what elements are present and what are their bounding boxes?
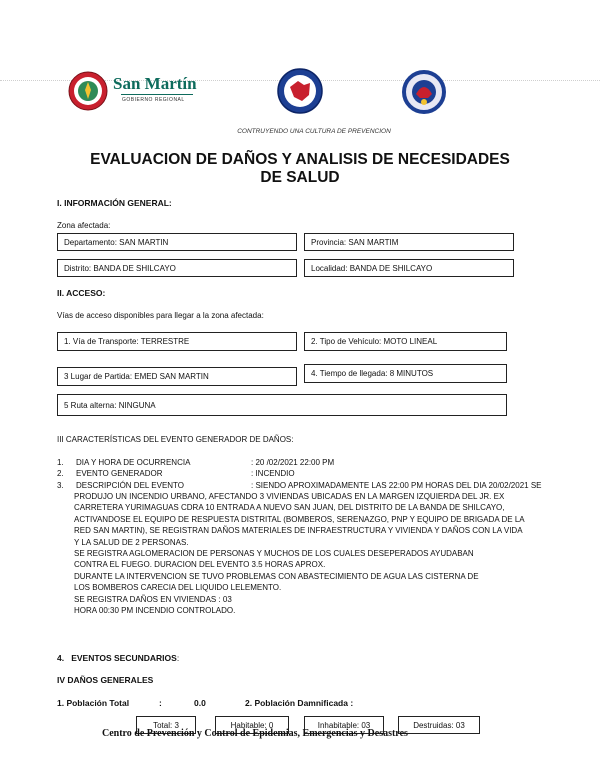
- inhabitable-field: Inhabitable: 03: [304, 716, 384, 734]
- departamento-field: Departamento: SAN MARTIN: [57, 233, 297, 251]
- org-sub: GOBIERNO REGIONAL: [122, 97, 185, 103]
- secondary-events-heading: [57, 653, 179, 663]
- description-line: CONTRA EL FUEGO. DURACION DEL EVENTO 3.5 HORAS APROX.: [74, 560, 326, 570]
- item-value: : 20 /02/2021 22:00 PM: [251, 458, 335, 467]
- poblacion-total-colon: :: [159, 698, 162, 708]
- poblacion-total-value: 0.0: [194, 698, 206, 708]
- via-transporte-field: 1. Vía de Transporte: TERRESTRE: [57, 332, 297, 351]
- description-line: DURANTE LA INTERVENCION SE TUVO PROBLEMAS CON ABASTECIMIENTO DE AGUA LAS CISTERNA DE: [74, 571, 479, 581]
- description-line: HORA 00:30 PM INCENDIO CONTROLADO.: [74, 606, 236, 616]
- section-general-info-heading: I. INFORMACIÓN GENERAL:: [57, 198, 172, 208]
- poblacion-damnificada-label: 2. Población Damnificada :: [245, 698, 354, 708]
- vias-acceso-label: Vías de acceso disponibles para llegar a la zona afectada:: [57, 311, 264, 320]
- description-line: ACTIVANDOSE EL EQUIPO DE RESPUESTA DISTRITAL (BOMBEROS, SERENAZGO, PNP Y EQUIPO DE BRIGADA DE LA: [74, 514, 525, 524]
- list-item: [57, 480, 541, 491]
- list-item: [57, 468, 541, 479]
- description-line: LOS BOMBEROS CARECIA DEL LIQUIDO LELEMENTO.: [74, 583, 282, 593]
- habitable-field: Habitable: 0: [215, 716, 289, 734]
- lugar-partida-field: 3 Lugar de Partida: EMED SAN MARTIN: [57, 367, 297, 386]
- description-line: CARRETERA YURIMAGUAS CDRA 10 ENTRADA A NUEVO SAN JUAN, DEL DISTRITO DE LA BANDA DE SHILCAYO,: [74, 503, 505, 513]
- distrito-field: Distrito: BANDA DE SHILCAYO: [57, 259, 297, 277]
- item-label: DIA Y HORA DE OCURRENCIA: [76, 458, 191, 467]
- section-colon: :: [176, 653, 180, 663]
- description-line: RED SAN MARTIN), SE REGISTRAN DAÑOS MATERIALES DE INFRAESTRUCTURA Y VIVIENDA Y DAÑOS CON LA VIDA: [74, 526, 523, 536]
- org-name: San Martín: [113, 74, 197, 93]
- item-label: EVENTO GENERADOR: [76, 469, 163, 479]
- total-field: Total: 3: [136, 716, 196, 734]
- event-characteristics-list: [57, 457, 541, 491]
- slogan: CONTRUYENDO UNA CULTURA DE PREVENCION: [237, 128, 391, 135]
- item-value: : INCENDIO: [251, 469, 295, 479]
- footer-organization: Centro de Prevención y Control de Epidemias, Emergencias y Desastres: [102, 728, 408, 739]
- localidad-field: Localidad: BANDA DE SHILCAYO: [304, 259, 514, 277]
- description-line: PRODUJO UN INCENDIO URBANO, AFECTANDO 3 VIVIENDAS UBICADAS EN LA MARGEN IZQUIERDA DEL JR. EX: [74, 492, 505, 501]
- section-event-heading: III CARACTERÍSTICAS DEL EVENTO GENERADOR DE DAÑOS:: [57, 435, 294, 444]
- provincia-field: Provincia: SAN MARTIM: [304, 233, 514, 251]
- item-label: DESCRIPCIÓN DEL EVENTO: [76, 480, 185, 490]
- document-title-line1: EVALUACION DE DAÑOS Y ANALISIS DE NECESIDADES: [90, 151, 510, 168]
- emergency-center-seal-icon: [402, 70, 446, 114]
- list-item: [57, 457, 541, 468]
- tiempo-llegada-field: 4. Tiempo de llegada: 8 MINUTOS: [304, 364, 507, 383]
- org-divider: [121, 94, 193, 95]
- diresa-seal-icon: [276, 67, 324, 115]
- ruta-alterna-field: 5 Ruta alterna: NINGUNA: [57, 394, 507, 416]
- description-line: Y LA SALUD DE 2 PERSONAS.: [74, 537, 189, 547]
- description-line: SE REGISTRA AGLOMERACION DE PERSONAS Y MUCHOS DE LOS CUALES DESEPERADOS AYUDABAN: [74, 549, 474, 559]
- section-title: EVENTOS SECUNDARIOS: [71, 653, 177, 663]
- tipo-vehiculo-field: 2. Tipo de Vehículo: MOTO LINEAL: [304, 332, 507, 351]
- item-value: : SIENDO APROXIMADAMENTE LAS 22:00 PM HORAS DEL DIA 20/02/2021 SE: [251, 480, 542, 490]
- poblacion-total-label: 1. Población Total: [57, 698, 130, 708]
- regional-crest-icon: [66, 69, 110, 113]
- general-damage-heading: IV DAÑOS GENERALES: [57, 675, 154, 685]
- item-number: 3.: [57, 480, 64, 490]
- section-number: 4.: [57, 653, 65, 663]
- section-access-heading: II. ACCESO:: [57, 288, 106, 298]
- description-line: SE REGISTRA DAÑOS EN VIVIENDAS : 03: [74, 594, 232, 604]
- destruidas-field: Destruidas: 03: [398, 716, 480, 734]
- item-number: 1.: [57, 458, 64, 467]
- document-title-line2: DE SALUD: [260, 169, 340, 186]
- event-description: [74, 491, 574, 616]
- item-number: 2.: [57, 469, 64, 479]
- zona-afectada-label: Zona afectada:: [57, 221, 111, 230]
